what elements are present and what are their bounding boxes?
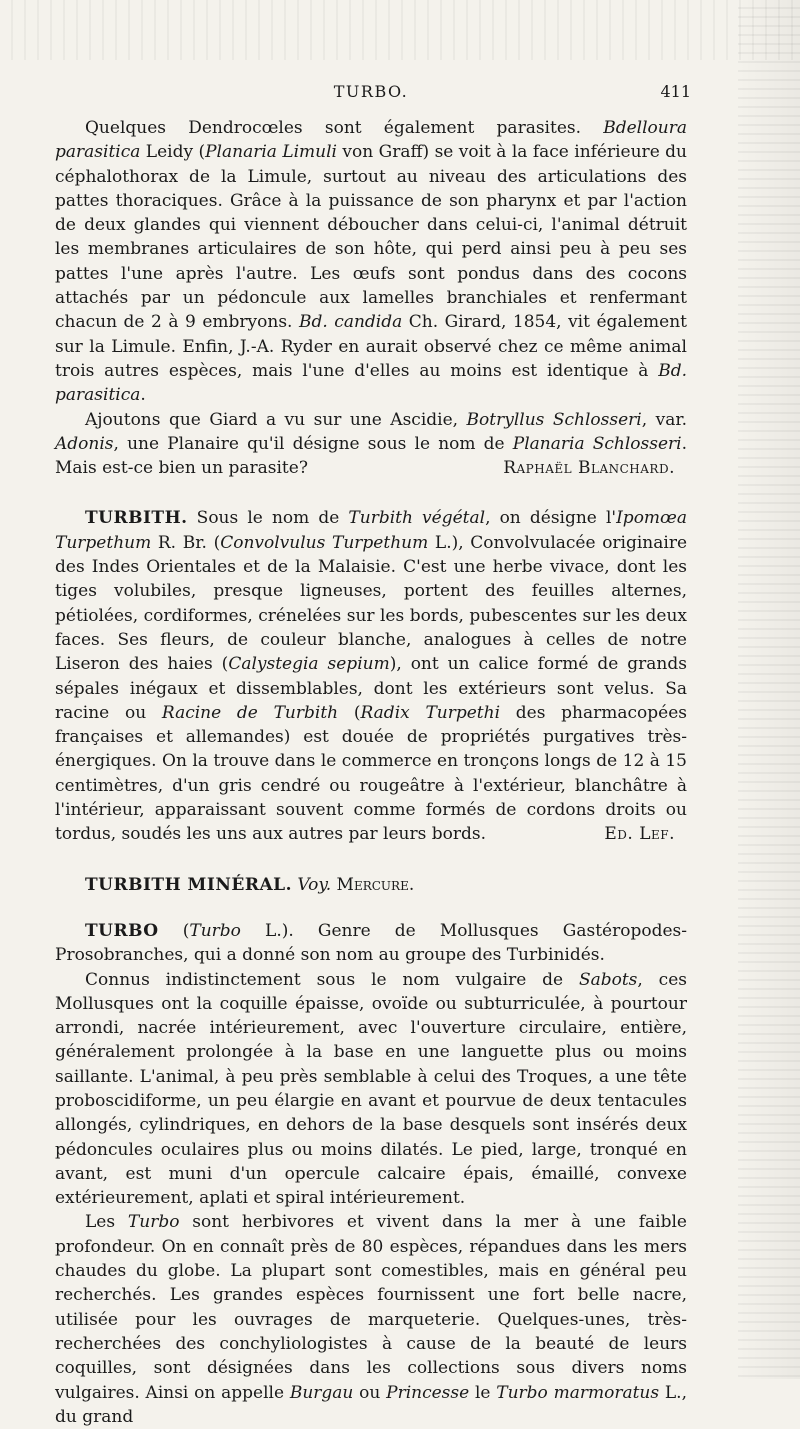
text-run: L.). Genre de Mollusques Gastéropodes-Prosobranches, qui a donné son nom au groupe des Turbinidés. — [55, 920, 687, 966]
text-run: , une Planaire qu'il désigne sous le nom de — [113, 433, 513, 454]
entry-keyword: TURBO — [85, 920, 159, 941]
text-run: ), ont un calice formé de grands sépales inégaux et dissemblables, dont les extérieurs sont velus. Sa racine ou — [55, 654, 687, 723]
taxon-name: Calystegia sepium — [228, 654, 390, 675]
text-run: des pharmacopées françaises et allemandes) est douée de propriétés purgatives très-énergiques. On la trouve dans le commerce en tronçons longs de 12 à 15 centimètres, d'un gris cendré ou rougeâtre à l'extérieur, blanchâtre à l'intérieur, apparaissant souvent comme formés de cordons droits ou tordus, soudés les uns aux autres par leurs bords. — [55, 702, 687, 845]
entry-turbo — [55, 919, 687, 968]
text-run: , var. — [641, 409, 688, 430]
taxon-name: Convolvulus Turpethum — [220, 532, 429, 553]
taxon-name: Ipomœa Turpethum — [55, 508, 687, 553]
text-run: , on désigne l' — [485, 508, 617, 529]
taxon-name: Planaria Schlosseri — [512, 433, 682, 454]
text-run: ou — [353, 1382, 387, 1403]
text-run: ( — [338, 702, 361, 723]
cross-ref-target: Mercure. — [336, 874, 415, 895]
text-run: sont herbivores et vivent dans la mer à une faible profondeur. On en connaît près de 80 espèces, répandues dans les mers chaudes du globe. La plupart sont comestibles, mais en général peu recherchés. Les grandes espèces fournissent une fort belle nacre, utilisée pour les ouvrages de marqueterie. Quelques-unes, très-recherchées des conchyliologistes à cause de la beauté de leurs coquilles, sont désignées dans les collections sous divers noms vulgaires. Ainsi on appelle — [55, 1212, 687, 1403]
text-run: L.), Convolvulacée originaire des Indes Orientales et de la Malaisie. C'est une herbe vivace, dont les tiges volubiles, presque ligneuses, portent des feuilles alternes, pétiolées, cordiformes, crénelées sur les bords, pubescentes sur les deux faces. Ses fleurs, de couleur blanche, analogues à celles de notre Liseron des haies ( — [55, 532, 688, 675]
text-run: Les — [85, 1212, 128, 1233]
text-run: Sous le nom de — [187, 508, 349, 529]
text-run: Leidy ( — [140, 142, 206, 163]
text-run: Quelques Dendrocœles sont également parasites. — [85, 118, 604, 138]
spacer — [55, 897, 687, 919]
taxon-name: Adonis — [55, 433, 114, 454]
taxon-name: Turbo marmoratus — [496, 1382, 660, 1403]
running-head: TURBO. — [333, 82, 409, 101]
text-run: Ch. Girard, 1854, vit également sur la Limule. Enfin, J.-A. Ryder en aurait observé chez ce même animal trois autres espèces, mais l'une d'elles au moins est identique à — [55, 312, 688, 381]
text-run: Connus indistinctement sous le nom vulgaire de — [85, 969, 579, 990]
text-run: von Graff) se voit à la face inférieure du céphalothorax de la Limule, surtout au niveau des articulations des pattes thoraciques. Grâce à la puissance de son pharynx et par l'action de deux glandes qui viennent déboucher dans celui-ci, l'animal détruit les membranes articulaires de son hôte, qui perd ainsi peu à peu ses pattes l'une après l'autre. Les œufs sont pondus dans des cocons attachés par un pédoncule aux lamelles branchiales et renfermant chacun de 2 à 9 embryons. — [55, 142, 687, 333]
taxon-name: Bd. candida — [299, 312, 403, 333]
page-number: 411 — [660, 82, 691, 101]
text-run: ( — [158, 920, 190, 941]
taxon-name: Turbo — [189, 920, 241, 941]
entry-turbith-mineral — [55, 873, 687, 897]
taxon-name: Racine de Turbith — [161, 702, 339, 723]
document-page — [55, 82, 691, 1429]
taxon-name: Botryllus Schlosseri — [466, 409, 642, 430]
cross-ref-label: Voy. — [297, 874, 332, 895]
taxon-name: Princesse — [386, 1382, 470, 1403]
text-run: R. Br. ( — [151, 532, 221, 553]
entry-turbith — [55, 506, 687, 846]
scan-noise-top — [0, 0, 800, 60]
entry-keyword: TURBITH MINÉRAL. — [85, 874, 293, 895]
taxon-name: Turbith végétal — [348, 508, 486, 529]
scan-noise-edge — [738, 0, 800, 1379]
text-run: le — [469, 1382, 497, 1403]
author-signature: Ed. Lef. — [604, 824, 675, 845]
paragraph-turbo-habitat — [55, 1210, 687, 1429]
text-run: . Mais est-ce bien un parasite? — [55, 433, 687, 479]
taxon-name: Burgau — [289, 1382, 354, 1403]
taxon-name: Planaria Limuli — [205, 142, 337, 163]
spacer — [55, 480, 687, 506]
taxon-name: Radix Turpethi — [360, 702, 501, 723]
taxon-name: Bdelloura parasitica — [55, 118, 687, 163]
paragraph-dendrocoeles — [55, 116, 687, 408]
text-run: L., du grand — [55, 1382, 687, 1427]
spacer — [55, 847, 687, 873]
taxon-name: Bd. parasitica — [55, 360, 687, 406]
text-run: . — [140, 385, 146, 406]
author-signature: Raphaël Blanchard. — [503, 458, 675, 479]
entry-keyword: TURBITH. — [85, 508, 188, 529]
text-run: Ajoutons que Giard a vu sur une Ascidie, — [85, 409, 467, 430]
taxon-name: Turbo — [127, 1212, 180, 1233]
page-header — [55, 82, 691, 116]
paragraph-giard — [55, 408, 687, 481]
paragraph-sabots — [55, 968, 687, 1211]
text-run: , ces Mollusques ont la coquille épaisse, ovoïde ou subturriculée, à pourtour arrondi, nacrée intérieurement, avec l'ouverture circulaire, entière, généralement prolongée à la base en une languette plus ou moins saillante. L'animal, à peu près semblable à celui des Troques, a une tête proboscidiforme, un peu élargie en avant et pourvue de deux tentacules allongés, cylindriques, en dehors de la base desquels sont insérés deux pédoncules oculaires plus ou moins dilatés. Le pied, large, tronqué en avant, est muni d'un opercule calcaire épais, émaillé, convexe extérieurement, aplati et spiral intérieurement. — [55, 969, 687, 1209]
taxon-name: Sabots — [578, 969, 638, 990]
